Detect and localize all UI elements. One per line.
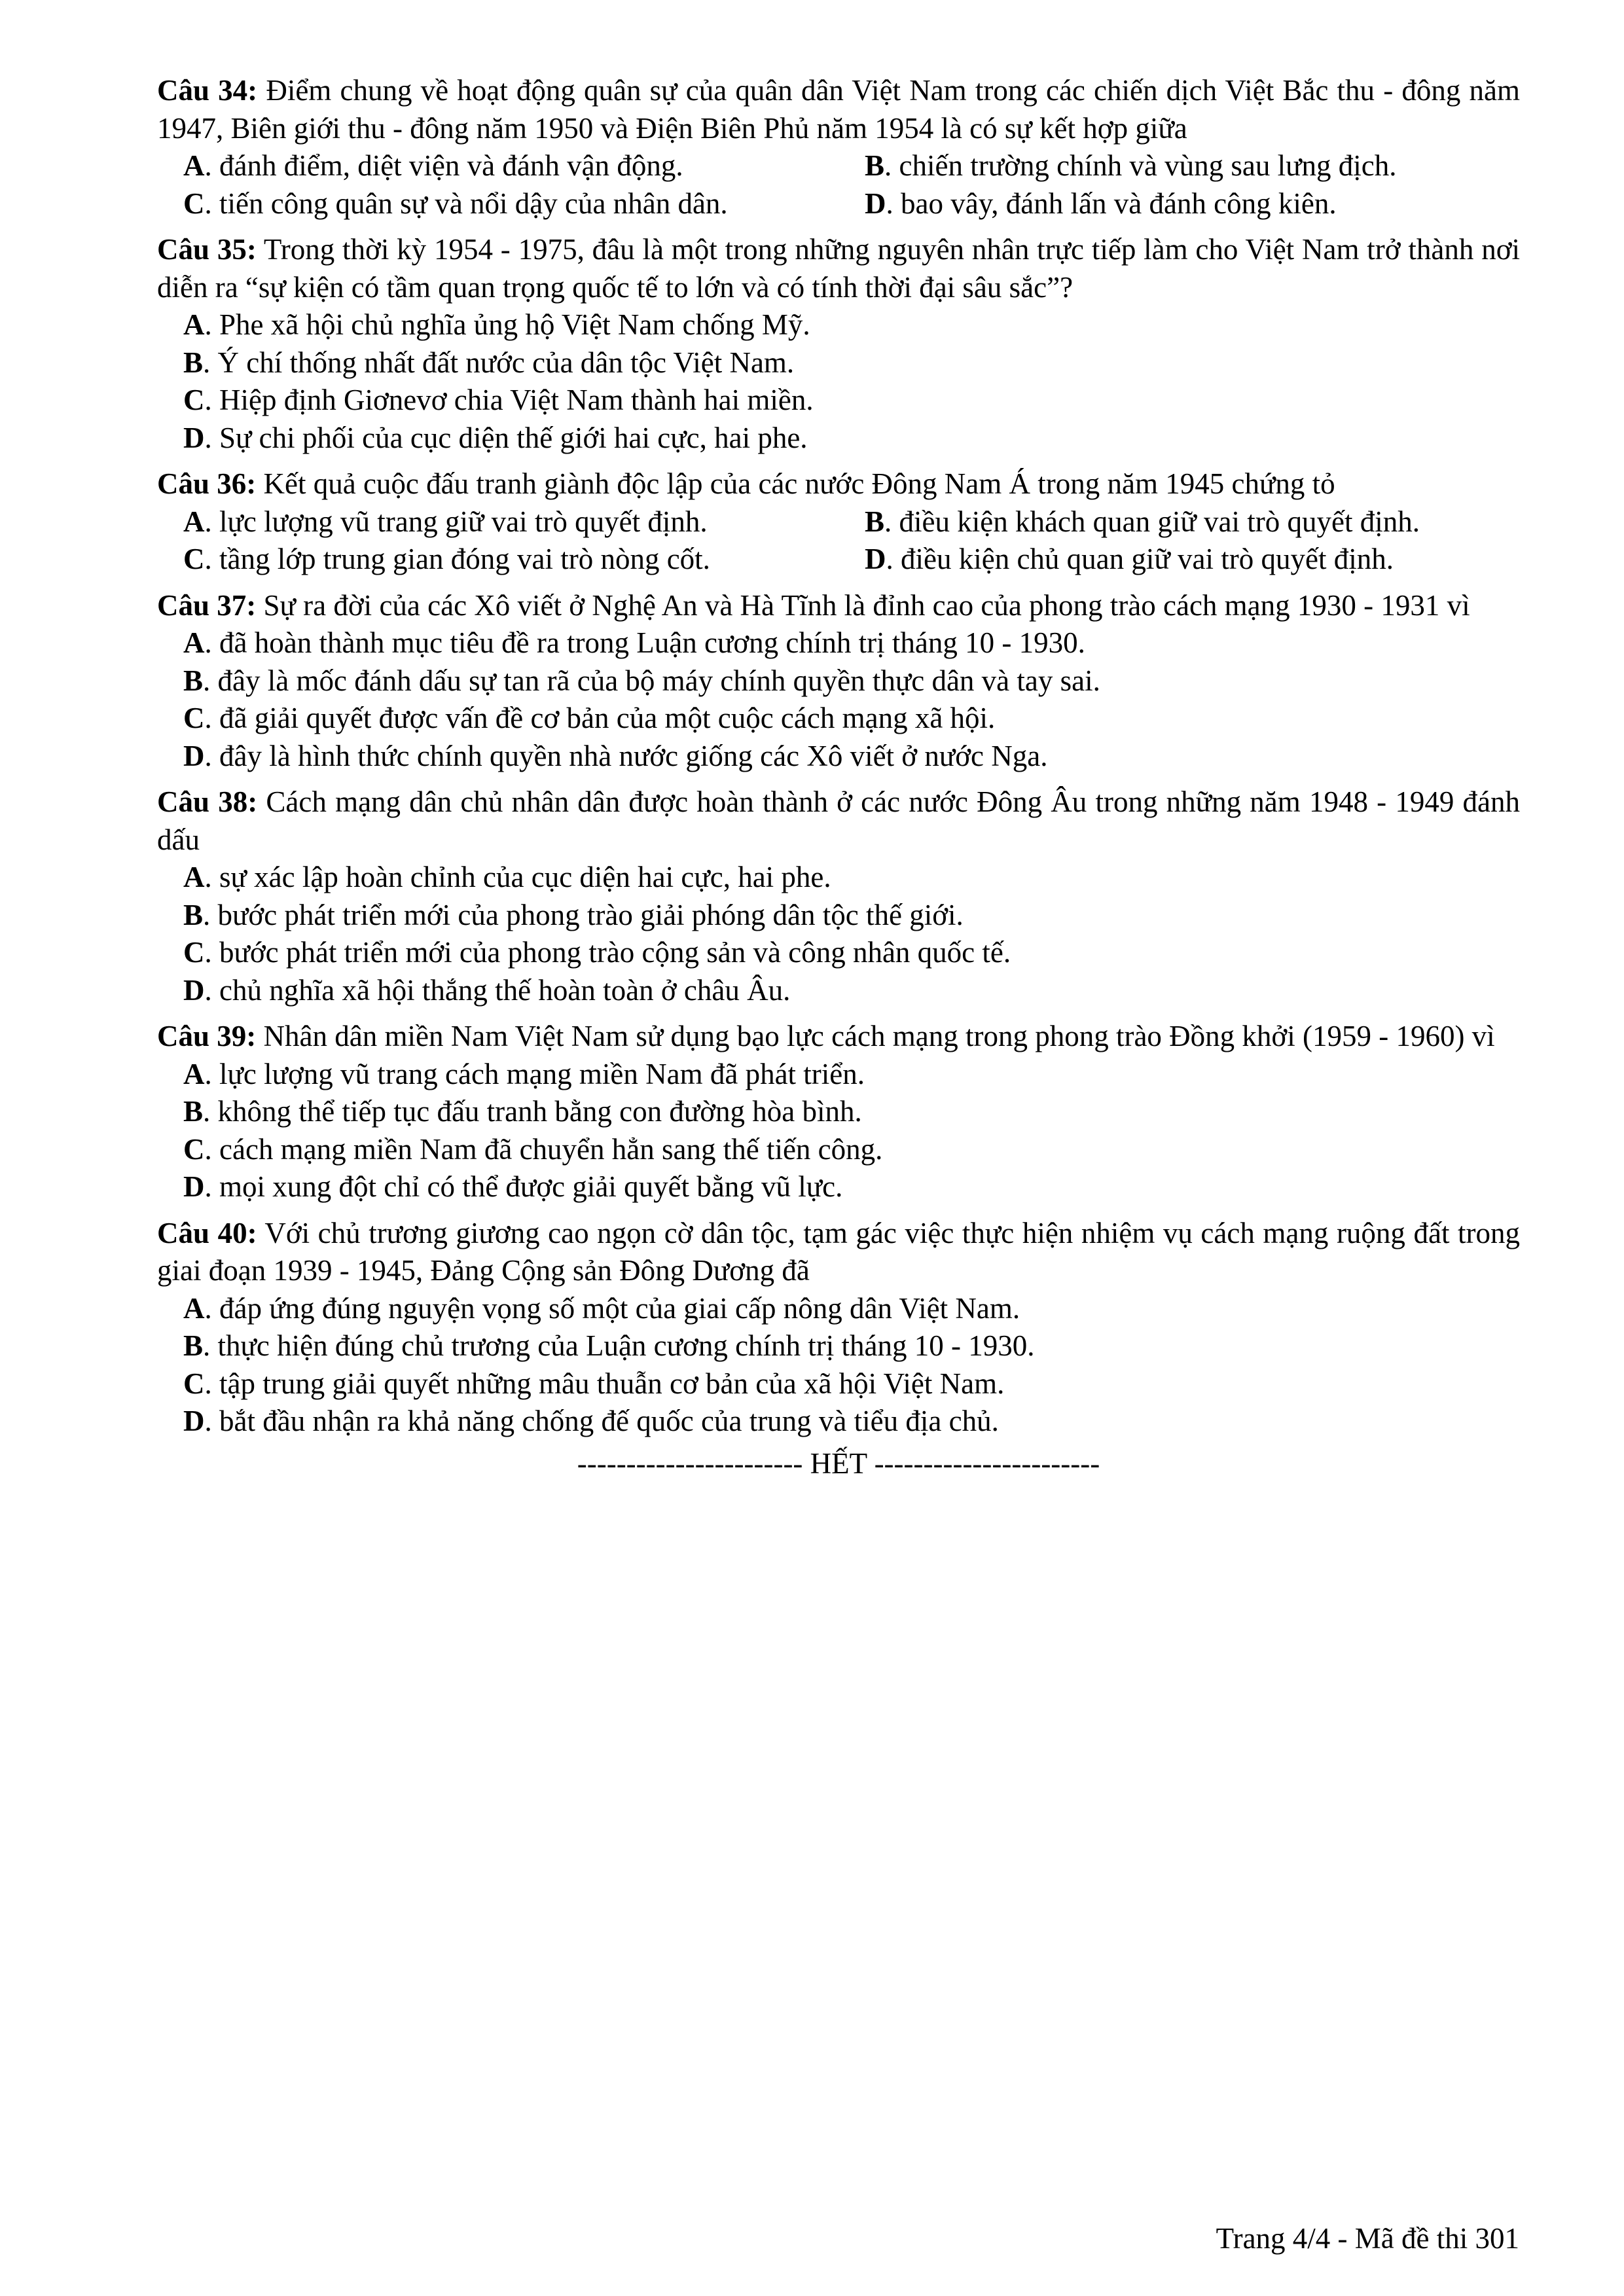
option-c bbox=[183, 541, 865, 579]
option-c bbox=[157, 1365, 1520, 1403]
option-letter: A bbox=[183, 1057, 205, 1090]
option-letter: B bbox=[183, 664, 204, 697]
option-c bbox=[157, 1131, 1520, 1169]
option-text: . tầng lớp trung gian đóng vai trò nòng cốt. bbox=[204, 543, 710, 575]
option-text: . chiến trường chính và vùng sau lưng địch. bbox=[884, 149, 1397, 182]
option-text: . Ý chí thống nhất đất nước của dân tộc Việt Nam. bbox=[203, 346, 795, 379]
option-text: . tập trung giải quyết những mâu thuẫn cơ bản của xã hội Việt Nam. bbox=[204, 1367, 1005, 1400]
option-text: . thực hiện đúng chủ trương của Luận cương chính trị tháng 10 - 1930. bbox=[203, 1329, 1035, 1362]
option-text: . bắt đầu nhận ra khả năng chống đế quốc của trung và tiểu địa chủ. bbox=[204, 1405, 999, 1437]
question-37 bbox=[157, 587, 1520, 776]
option-row bbox=[157, 503, 1520, 541]
option-a bbox=[183, 147, 865, 185]
option-b bbox=[157, 897, 1520, 935]
option-a bbox=[183, 503, 865, 541]
option-b bbox=[157, 344, 1520, 382]
question-text: Trong thời kỳ 1954 - 1975, đâu là một trong những nguyên nhân trực tiếp làm cho Việt Nam trở thành nơi diễn ra “sự kiện có tầm quan trọng quốc tế to lớn và có tính thời đại sâu sắc”? bbox=[157, 233, 1520, 304]
option-text: . tiến công quân sự và nổi dậy của nhân dân. bbox=[204, 187, 728, 220]
question-stem bbox=[157, 783, 1520, 859]
option-text: . bao vây, đánh lấn và đánh công kiên. bbox=[886, 187, 1337, 220]
option-row bbox=[157, 541, 1520, 579]
option-a bbox=[157, 1056, 1520, 1094]
option-text: . không thể tiếp tục đấu tranh bằng con đường hòa bình. bbox=[203, 1095, 862, 1128]
option-letter: C bbox=[183, 702, 205, 734]
option-text: . Hiệp định Giơnevơ chia Việt Nam thành hai miền. bbox=[204, 384, 814, 416]
option-c bbox=[183, 185, 865, 223]
question-text: Cách mạng dân chủ nhân dân được hoàn thành ở các nước Đông Âu trong những năm 1948 - 1949 đánh dấu bbox=[157, 785, 1520, 856]
option-text: . lực lượng vũ trang giữ vai trò quyết định. bbox=[204, 505, 708, 538]
option-letter: B bbox=[865, 505, 885, 538]
option-b bbox=[865, 147, 1396, 185]
option-letter: C bbox=[183, 1367, 205, 1400]
option-text: . Sự chi phối của cục diện thế giới hai cực, hai phe. bbox=[204, 421, 808, 454]
option-b bbox=[157, 1327, 1520, 1365]
option-a bbox=[157, 624, 1520, 662]
option-text: . bước phát triển mới của phong trào giải phóng dân tộc thế giới. bbox=[203, 898, 964, 931]
question-stem bbox=[157, 587, 1520, 625]
option-a bbox=[157, 306, 1520, 344]
end-marker: ----------------------- HẾT ----------------------- bbox=[577, 1446, 1100, 1480]
option-b bbox=[865, 503, 1420, 541]
option-letter: C bbox=[183, 936, 205, 969]
question-stem bbox=[157, 1215, 1520, 1290]
question-text: Nhân dân miền Nam Việt Nam sử dụng bạo lực cách mạng trong phong trào Đồng khởi (1959 - 1960) vì bbox=[256, 1020, 1495, 1052]
option-letter: C bbox=[183, 1132, 205, 1166]
option-letter: A bbox=[183, 308, 205, 341]
question-number: Câu 39: bbox=[157, 1020, 257, 1052]
question-text: Điểm chung về hoạt động quân sự của quân dân Việt Nam trong các chiến dịch Việt Bắc thu - đông năm 1947, Biên giới thu - đông năm 1950 và Điện Biên Phủ năm 1954 là có sự kết hợp giữa bbox=[157, 74, 1520, 145]
option-text: . cách mạng miền Nam đã chuyển hẳn sang thế tiến công. bbox=[204, 1132, 883, 1166]
option-text: . lực lượng vũ trang cách mạng miền Nam đã phát triển. bbox=[204, 1057, 865, 1090]
question-stem bbox=[157, 72, 1520, 147]
option-letter: D bbox=[183, 1170, 205, 1203]
question-number: Câu 37: bbox=[157, 588, 257, 622]
option-letter: A bbox=[183, 505, 205, 538]
exam-page bbox=[157, 72, 1520, 1482]
option-letter: A bbox=[183, 1291, 205, 1325]
question-34 bbox=[157, 72, 1520, 223]
option-text: . điều kiện chủ quan giữ vai trò quyết định. bbox=[886, 543, 1394, 575]
option-text: . đã giải quyết được vấn đề cơ bản của một cuộc cách mạng xã hội. bbox=[204, 702, 996, 734]
question-40 bbox=[157, 1215, 1520, 1441]
option-d bbox=[157, 738, 1520, 776]
question-stem bbox=[157, 231, 1520, 306]
question-number: Câu 40: bbox=[157, 1216, 257, 1249]
question-text: Với chủ trương giương cao ngọn cờ dân tộc, tạm gác việc thực hiện nhiệm vụ cách mạng ruộng đất trong giai đoạn 1939 - 1945, Đảng Cộng sản Đông Dương đã bbox=[157, 1216, 1520, 1287]
option-letter: B bbox=[183, 1095, 204, 1128]
option-letter: A bbox=[183, 149, 205, 182]
option-d bbox=[157, 1403, 1520, 1441]
option-b bbox=[157, 662, 1520, 700]
question-text: Kết quả cuộc đấu tranh giành độc lập của các nước Đông Nam Á trong năm 1945 chứng tỏ bbox=[256, 467, 1335, 500]
page-footer: Trang 4/4 - Mã đề thi 301 bbox=[1216, 2222, 1519, 2255]
question-number: Câu 34: bbox=[157, 74, 258, 107]
option-a bbox=[157, 859, 1520, 897]
option-text: . Phe xã hội chủ nghĩa ủng hộ Việt Nam chống Mỹ. bbox=[204, 308, 810, 341]
option-b bbox=[157, 1093, 1520, 1131]
option-letter: D bbox=[183, 1405, 205, 1437]
option-text: . mọi xung đột chỉ có thể được giải quyết bằng vũ lực. bbox=[204, 1170, 843, 1203]
option-text: . đây là hình thức chính quyền nhà nước giống các Xô viết ở nước Nga. bbox=[204, 739, 1048, 772]
question-38 bbox=[157, 783, 1520, 1009]
question-number: Câu 38: bbox=[157, 785, 258, 818]
option-letter: C bbox=[183, 384, 205, 416]
option-text: . đánh điểm, diệt viện và đánh vận động. bbox=[204, 149, 683, 182]
option-letter: B bbox=[865, 149, 885, 182]
option-letter: D bbox=[183, 739, 205, 772]
option-text: . điều kiện khách quan giữ vai trò quyết định. bbox=[884, 505, 1420, 538]
option-d bbox=[157, 1168, 1520, 1206]
option-d bbox=[157, 420, 1520, 457]
option-c bbox=[157, 934, 1520, 972]
option-letter: D bbox=[865, 543, 886, 575]
question-text: Sự ra đời của các Xô viết ở Nghệ An và Hà Tĩnh là đỉnh cao của phong trào cách mạng 1930 - 1931 vì bbox=[256, 588, 1470, 622]
option-d bbox=[157, 972, 1520, 1010]
question-number: Câu 35: bbox=[157, 233, 257, 266]
option-letter: B bbox=[183, 346, 204, 379]
question-stem bbox=[157, 1018, 1520, 1056]
option-d bbox=[865, 185, 1337, 223]
option-text: . đây là mốc đánh dấu sự tan rã của bộ máy chính quyền thực dân và tay sai. bbox=[203, 664, 1100, 697]
option-text: . đáp ứng đúng nguyện vọng số một của giai cấp nông dân Việt Nam. bbox=[204, 1291, 1020, 1325]
option-letter: D bbox=[183, 421, 205, 454]
option-text: . đã hoàn thành mục tiêu đề ra trong Luận cương chính trị tháng 10 - 1930. bbox=[204, 626, 1085, 659]
option-a bbox=[157, 1290, 1520, 1328]
option-letter: D bbox=[865, 187, 886, 220]
option-letter: C bbox=[183, 543, 205, 575]
option-letter: A bbox=[183, 626, 205, 659]
option-row bbox=[157, 185, 1520, 223]
option-letter: D bbox=[183, 973, 205, 1007]
option-letter: B bbox=[183, 898, 204, 931]
option-letter: B bbox=[183, 1329, 204, 1362]
option-c bbox=[157, 700, 1520, 738]
option-d bbox=[865, 541, 1394, 579]
option-letter: C bbox=[183, 187, 205, 220]
question-39 bbox=[157, 1018, 1520, 1206]
question-stem bbox=[157, 465, 1520, 503]
option-text: . sự xác lập hoàn chỉnh của cục diện hai cực, hai phe. bbox=[204, 861, 831, 893]
option-letter: A bbox=[183, 861, 205, 893]
question-36 bbox=[157, 465, 1520, 579]
option-text: . chủ nghĩa xã hội thắng thế hoàn toàn ở châu Âu. bbox=[204, 973, 791, 1007]
option-c bbox=[157, 382, 1520, 420]
option-row bbox=[157, 147, 1520, 185]
question-number: Câu 36: bbox=[157, 467, 257, 500]
option-text: . bước phát triển mới của phong trào cộng sản và công nhân quốc tế. bbox=[204, 936, 1011, 969]
question-35 bbox=[157, 231, 1520, 457]
